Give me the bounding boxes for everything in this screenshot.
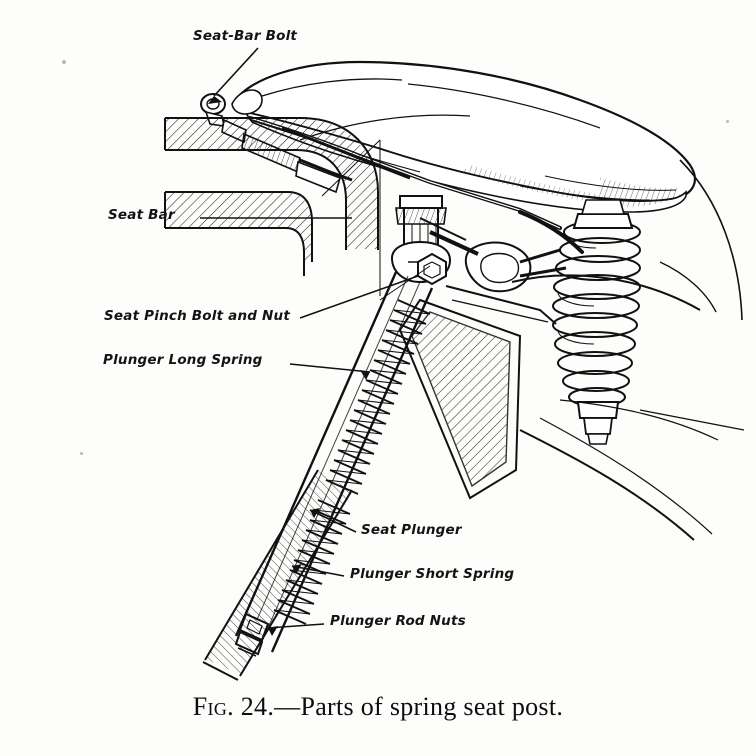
seat-pinch-bolt-nut [418,254,446,284]
label-seat-bar-bolt: Seat-Bar Bolt [193,28,298,44]
paper-speck [726,120,729,123]
figure-caption [0,692,756,722]
label-seat-pinch-bolt-and-nut: Seat Pinch Bolt and Nut [104,308,290,324]
seat-bar-tube [165,118,378,276]
label-plunger-long-spring: Plunger Long Spring [103,352,263,368]
paper-speck [80,452,83,455]
leader-plunger-long-spring [290,364,370,372]
leader-seat-pinch-bolt [300,276,418,318]
label-plunger-short-spring: Plunger Short Spring [350,566,515,582]
label-seat-plunger: Seat Plunger [361,522,462,538]
lower-frame-tube [203,470,353,680]
frame-gusset [400,286,556,498]
label-plunger-rod-nuts: Plunger Rod Nuts [330,613,466,629]
label-seat-bar: Seat Bar [108,207,175,223]
figure-caption-text: —Parts of spring seat post. [274,692,564,721]
figure-number: Fig. 24. [192,692,275,721]
rear-coil-spring [553,200,640,444]
paper-speck [62,60,66,64]
